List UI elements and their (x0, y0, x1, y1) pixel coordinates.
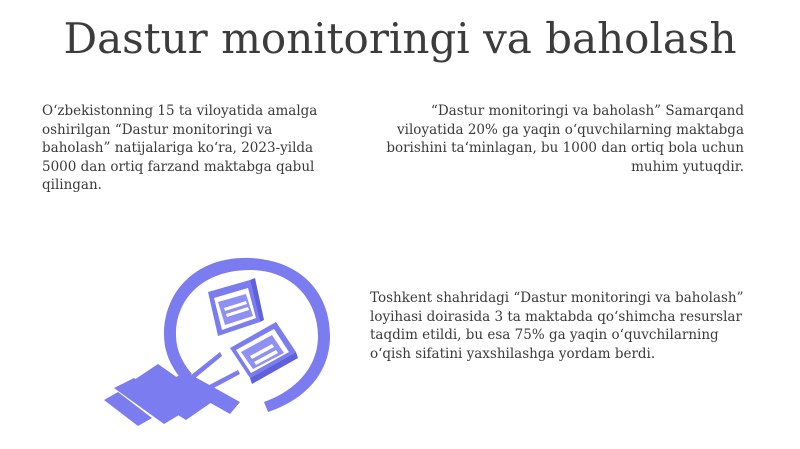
page-title: Dastur monitoringi va baholash (63, 14, 737, 63)
text-block-right: “Dastur monitoringi va baholash” Samarqand viloyatida 20% ga yaqin oʻquvchilarning maktabga borishini taʻminlagan, bu 1000 dan ortiq bola uchun muhim yutuqdir. (386, 103, 744, 175)
text-block-bottom: Toshkent shahridagi “Dastur monitoringi va baholash” loyihasi doirasida 3 ta maktabda qoʻshimcha resurslar taqdim etildi, bu esa 75% ga yaqin oʻquvchilarning oʻqish sifatini yaxshilashga yordam berdi. (370, 290, 744, 362)
text-block-left: Oʻzbekistonning 15 ta viloyatida amalga oshirilgan “Dastur monitoringi va baholash” natijalariga koʻra, 2023-yilda 5000 dan ortiq farzand maktabga qabul qilingan. (42, 103, 318, 193)
lightbulb-book-icon (100, 252, 332, 427)
